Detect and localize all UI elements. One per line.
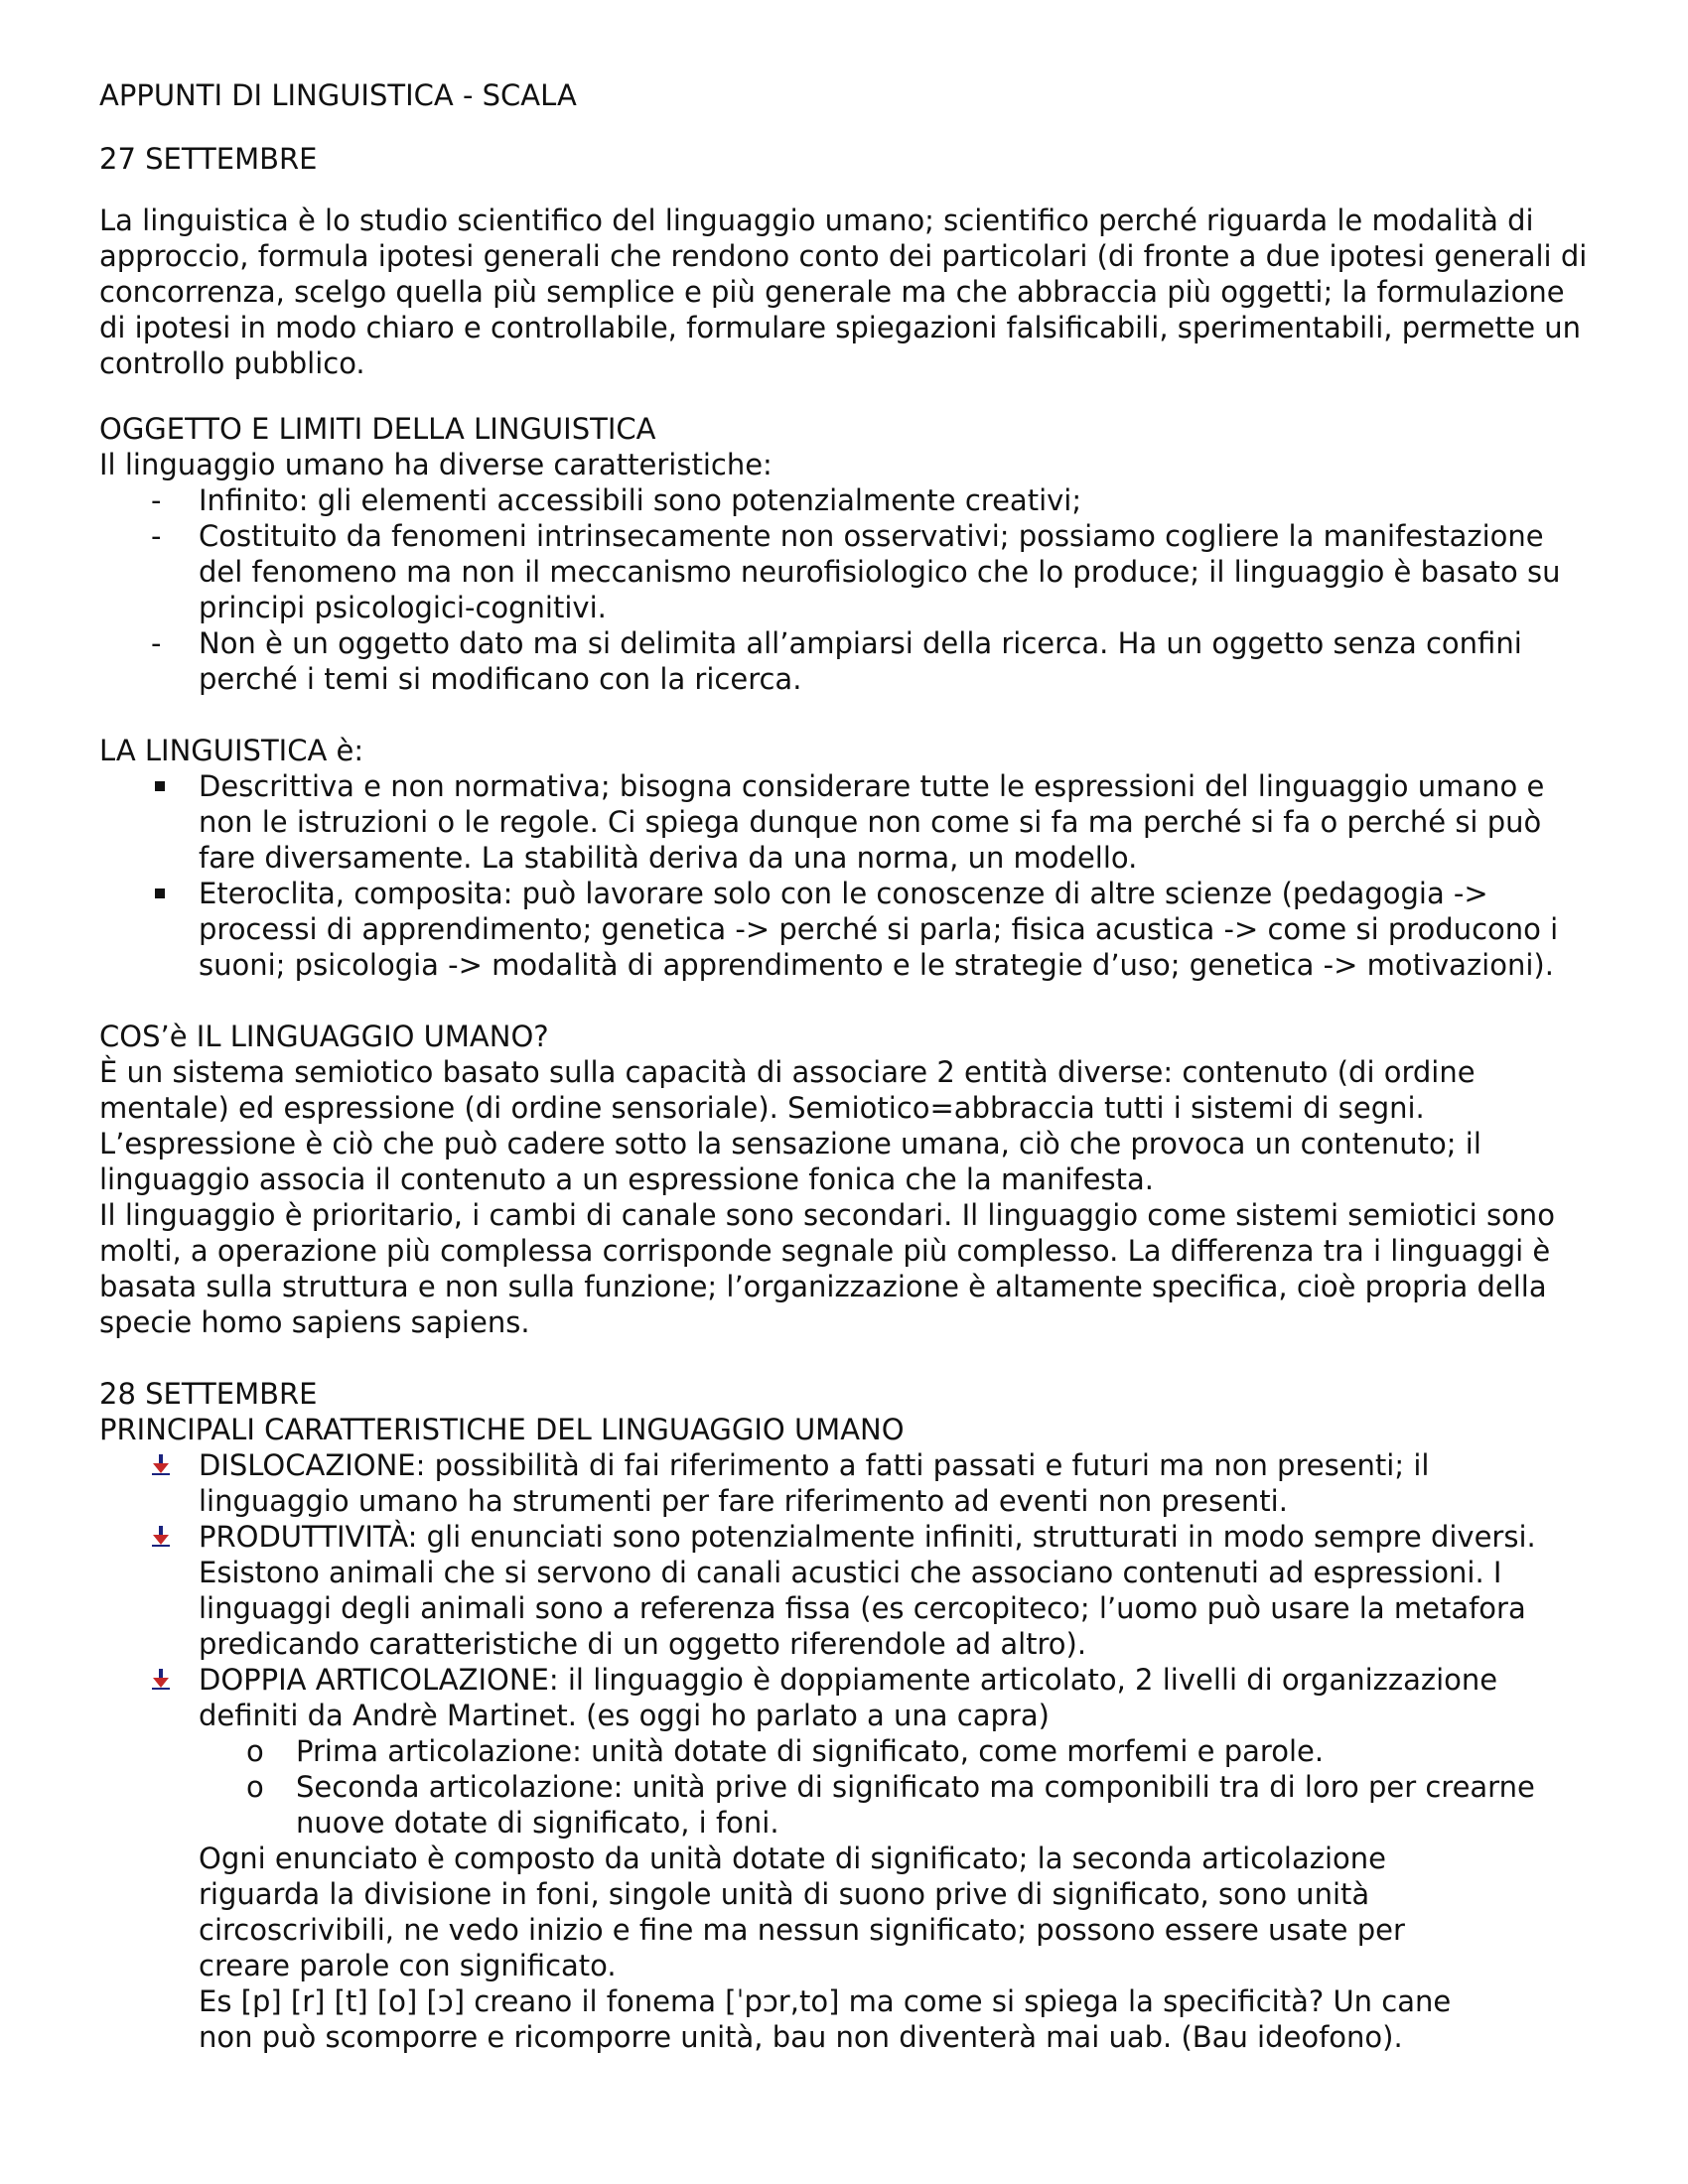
indented-paragraph: Es [p] [r] [t] [o] [ɔ] creano il fonema [ˈpɔr,to] ma come si spiega la specificità? Un cane non può scomporre e ricomporre unità, bau non diventerà mai uab. (Bau ideofono). bbox=[199, 1984, 1452, 2054]
arrow-bullet-icon bbox=[151, 1447, 181, 1483]
date-heading-27-settembre: 27 SETTEMBRE bbox=[99, 142, 318, 176]
document-title: APPUNTI DI LINGUISTICA - SCALA bbox=[99, 78, 577, 112]
section-heading-la-linguistica: LA LINGUISTICA è: bbox=[99, 734, 364, 767]
arrow-bullet-icon bbox=[151, 1519, 181, 1555]
section-heading-linguaggio-umano: COS’è IL LINGUAGGIO UMANO? bbox=[99, 1020, 549, 1053]
list-item-text: PRODUTTIVITÀ: gli enunciati sono potenzialmente infiniti, strutturati in modo sempre diversi. Esistono animali che si servono di canali acustici che associano contenuti ad espressioni. I linguaggi degli animali sono a referenza fissa (es cercopiteco; l’uomo può usare la metafora predicando caratteristiche di un oggetto riferendole ad altro). bbox=[199, 1520, 1536, 1661]
intro-paragraph: La linguistica è lo studio scientifico del linguaggio umano; scientifico perché riguarda le modalità di approccio, formula ipotesi generali che rendono conto dei particolari (di fronte a due ipotesi generali di concorrenza, scelgo quella più semplice e più generale ma che abbraccia più oggetti; la formulazione di ipotesi in modo chiaro e controllabile, formulare spiegazioni falsificabili, sperimentabili, permette un controllo pubblico. bbox=[99, 204, 1588, 380]
paragraph: È un sistema semiotico basato sulla capacità di associare 2 entità diverse: contenuto (di ordine mentale) ed espressione (di ordine sensoriale). Semiotico=abbraccia tutti i sistemi di segni. L’espressione è ciò che può cadere sotto la sensazione umana, ciò che provoca un contenuto; il linguaggio associa il contenuto a un espressione fonica che la manifesta. bbox=[99, 1055, 1481, 1196]
square-bullet-icon bbox=[151, 876, 181, 911]
section-heading-caratteristiche: PRINCIPALI CARATTERISTICHE DEL LINGUAGGIO UMANO bbox=[99, 1413, 905, 1446]
list-item-text: Eteroclita, composita: può lavorare solo con le conoscenze di altre scienze (pedagogia -> processi di apprendimento; genetica -> perché si parla; fisica acustica -> come si producono i suoni; psicologia -> modalità di apprendimento e le strategie d’uso; genetica -> motivazioni). bbox=[199, 877, 1559, 982]
dash-marker: - bbox=[151, 626, 162, 660]
sub-list-item-text: Seconda articolazione: unità prive di significato ma componibili tra di loro per crearne nuove dotate di significato, i foni. bbox=[296, 1770, 1535, 1840]
list-item-text: Non è un oggetto dato ma si delimita all’ampiarsi della ricerca. Ha un oggetto senza confini perché i temi si modificano con la ricerca. bbox=[199, 626, 1522, 696]
indented-paragraph: Ogni enunciato è composto da unità dotate di significato; la seconda articolazione riguarda la divisione in foni, singole unità di suono prive di significato, sono unità circoscrivibili, ne vedo inizio e fine ma nessun significato; possono essere usate per creare parole con significato. bbox=[199, 1842, 1405, 1982]
dash-marker: - bbox=[151, 519, 162, 553]
sub-list-item-text: Prima articolazione: unità dotate di significato, come morfemi e parole. bbox=[296, 1734, 1325, 1768]
section-lead: Il linguaggio umano ha diverse caratteristiche: bbox=[99, 448, 773, 481]
list-item-text: DOPPIA ARTICOLAZIONE: il linguaggio è doppiamente articolato, 2 livelli di organizzazione definiti da Andrè Martinet. (es oggi ho parlato a una capra) bbox=[199, 1663, 1498, 1732]
list-item-text: DISLOCAZIONE: possibilità di fai riferimento a fatti passati e futuri ma non presenti; il linguaggio umano ha strumenti per fare riferimento ad eventi non presenti. bbox=[199, 1448, 1430, 1518]
arrow-bullet-icon bbox=[151, 1662, 181, 1698]
paragraph: Il linguaggio è prioritario, i cambi di canale sono secondari. Il linguaggio come sistemi semiotici sono molti, a operazione più complessa corrisponde segnale più complesso. La differenza tra i linguaggi è basata sulla struttura e non sulla funzione; l’organizzazione è altamente specifica, cioè propria della specie homo sapiens sapiens. bbox=[99, 1198, 1555, 1339]
square-bullet-icon bbox=[151, 768, 181, 804]
dash-marker: - bbox=[151, 483, 162, 517]
section-heading-oggetto: OGGETTO E LIMITI DELLA LINGUISTICA bbox=[99, 412, 656, 446]
list-item-text: Infinito: gli elementi accessibili sono potenzialmente creativi; bbox=[199, 483, 1082, 517]
circle-marker: o bbox=[246, 1734, 264, 1768]
date-heading-28-settembre: 28 SETTEMBRE bbox=[99, 1377, 318, 1411]
circle-marker: o bbox=[246, 1770, 264, 1804]
list-item-text: Descrittiva e non normativa; bisogna considerare tutte le espressioni del linguaggio umano e non le istruzioni o le regole. Ci spiega dunque non come si fa ma perché si fa o perché si può fare diversamente. La stabilità deriva da una norma, un modello. bbox=[199, 769, 1545, 875]
list-item-text: Costituito da fenomeni intrinsecamente non osservativi; possiamo cogliere la manifestazione del fenomeno ma non il meccanismo neurofisiologico che lo produce; il linguaggio è basato su principi psicologici-cognitivi. bbox=[199, 519, 1561, 624]
